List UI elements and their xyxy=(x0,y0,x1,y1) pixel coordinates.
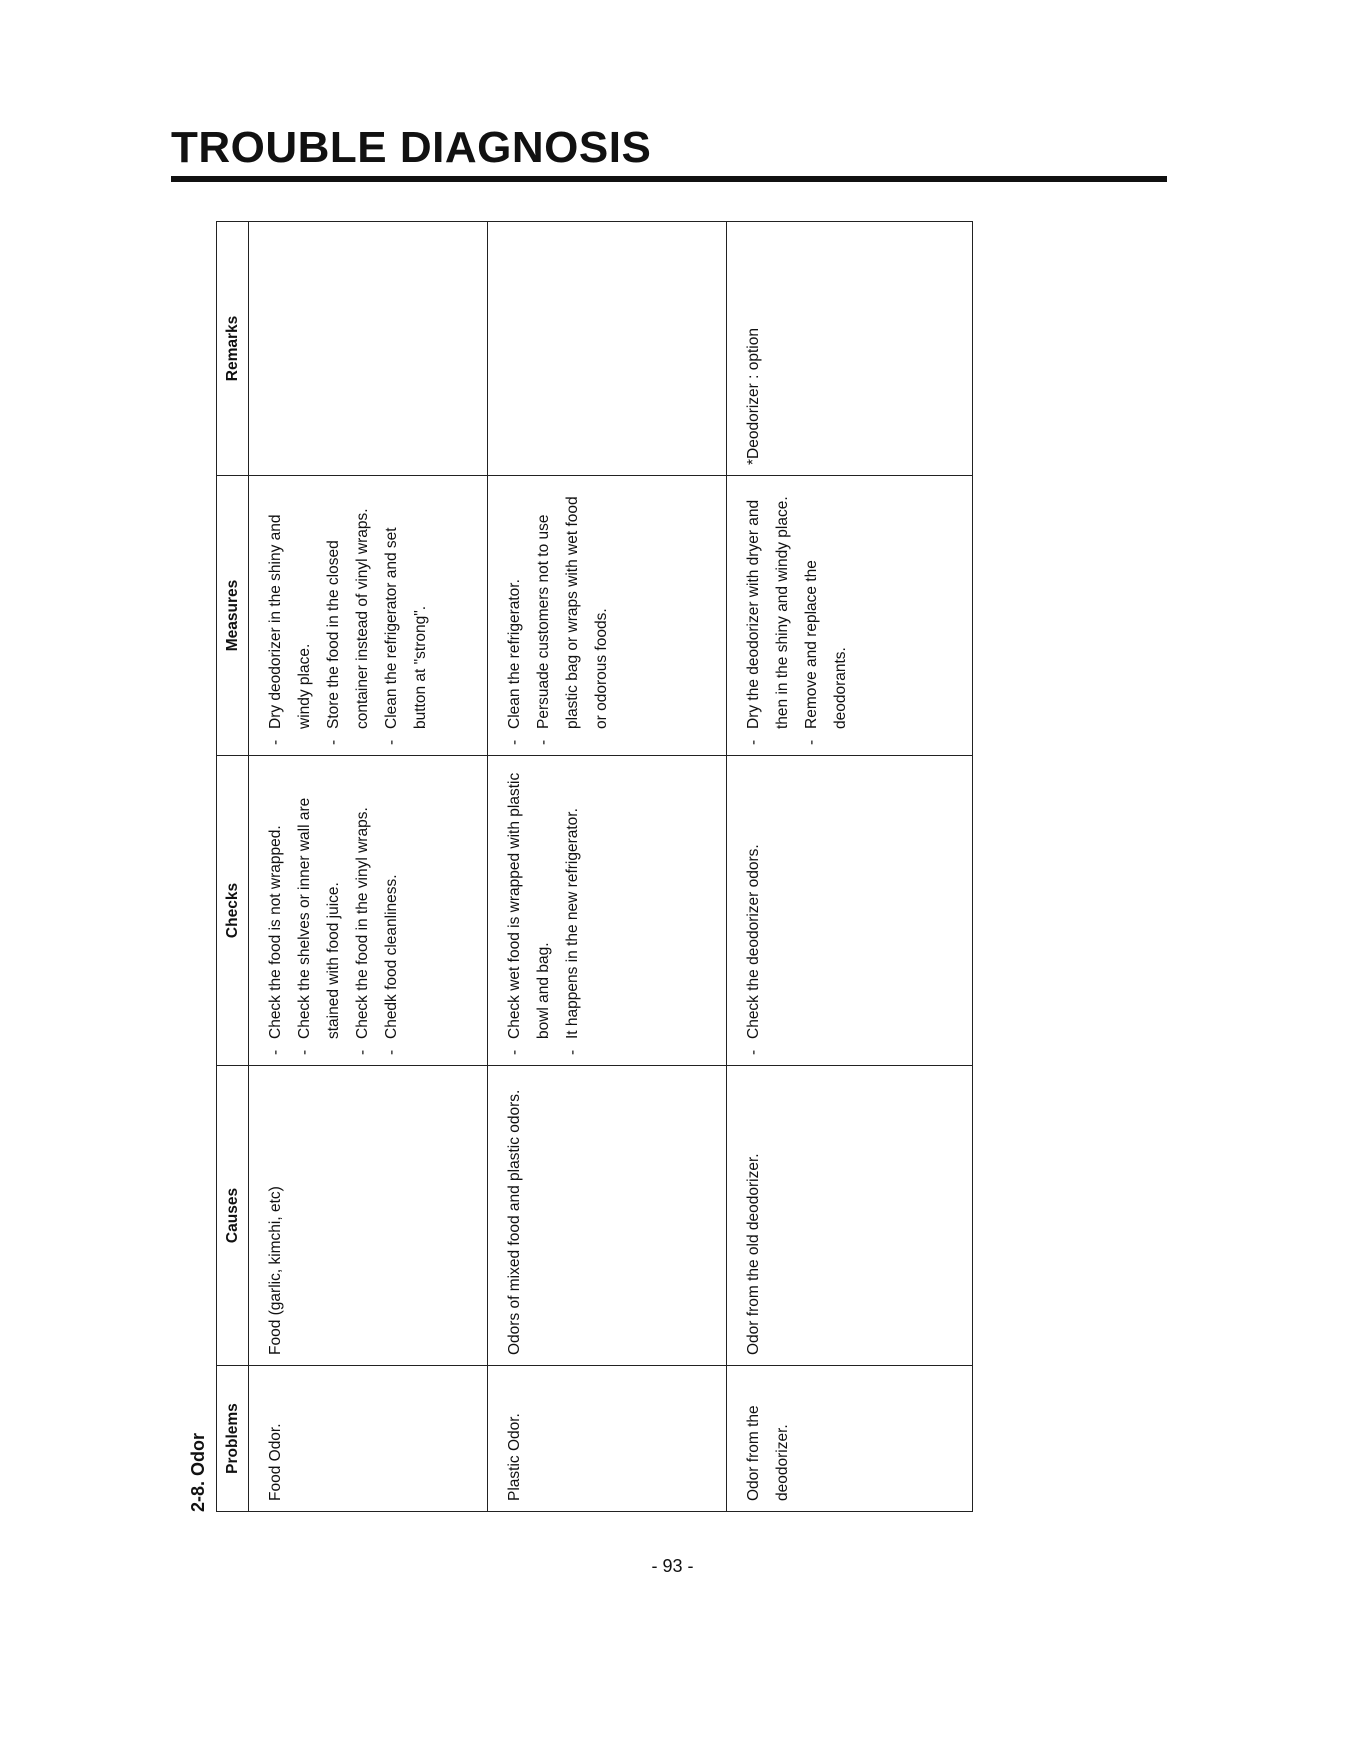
measure-item: - Store the food in the closed container instead of vinyl wraps. xyxy=(319,484,377,745)
cause-text: Odors of mixed food and plastic odors. xyxy=(506,1089,523,1355)
measures-list xyxy=(739,484,855,745)
checks-list xyxy=(739,764,768,1055)
check-item: - Check the shelves or inner wall are stained with food juice. xyxy=(290,764,348,1055)
remarks-cell xyxy=(249,222,488,476)
table-row xyxy=(249,222,488,1512)
header-remarks: Remarks xyxy=(217,222,249,476)
measures-cell xyxy=(249,476,488,756)
check-item: - Check the food is not wrapped. xyxy=(261,764,290,1055)
remarks-text: *Deodorizer : option xyxy=(745,328,762,465)
page-title: TROUBLE DIAGNOSIS xyxy=(171,123,652,172)
odor-diagnosis-table xyxy=(216,221,973,1512)
check-item: - Check the food in the vinyl wraps. xyxy=(348,764,377,1055)
measures-list xyxy=(500,484,616,745)
problem-text: Plastic Odor. xyxy=(506,1413,523,1501)
section-heading: 2-8. Odor xyxy=(188,1432,208,1512)
checks-cell xyxy=(249,756,488,1066)
problem-cell xyxy=(727,1366,973,1512)
header-causes: Causes xyxy=(217,1066,249,1366)
header-problems: Problems xyxy=(217,1366,249,1512)
check-item: - Check wet food is wrapped with plastic bowl and bag. xyxy=(500,764,558,1055)
checks-list xyxy=(261,764,406,1055)
table-row xyxy=(727,222,973,1512)
measure-item: - Clean the refrigerator and set button at "strong". xyxy=(377,484,435,745)
check-item: - Chedk food cleanliness. xyxy=(377,764,406,1055)
checks-cell xyxy=(488,756,727,1066)
rotated-table-frame xyxy=(188,222,1174,1512)
page-number: - 93 - xyxy=(651,1556,694,1576)
problem-text: Odor from the deodorizer. xyxy=(745,1405,791,1501)
header-checks: Checks xyxy=(217,756,249,1066)
check-item: - Check the deodorizer odors. xyxy=(739,764,768,1055)
cause-cell xyxy=(488,1066,727,1366)
remarks-cell xyxy=(488,222,727,476)
measure-item: - Dry deodorizer in the shiny and windy place. xyxy=(261,484,319,745)
problem-text: Food Odor. xyxy=(267,1423,284,1501)
measure-item: - Remove and replace the deodorants. xyxy=(797,484,855,745)
table-row xyxy=(488,222,727,1512)
checks-cell xyxy=(727,756,973,1066)
cause-text: Food (garlic, kimchi, etc) xyxy=(267,1186,284,1355)
cause-cell xyxy=(249,1066,488,1366)
check-item: - It happens in the new refrigerator. xyxy=(558,764,587,1055)
cause-cell xyxy=(727,1066,973,1366)
checks-list xyxy=(500,764,587,1055)
title-divider xyxy=(171,176,1167,182)
measure-item: - Persuade customers not to use plastic bag or wraps with wet food or odorous foods. xyxy=(529,484,616,745)
measure-item: - Dry the deodorizer with dryer and then in the shiny and windy place. xyxy=(739,484,797,745)
measures-list xyxy=(261,484,435,745)
measure-item: - Clean the refrigerator. xyxy=(500,484,529,745)
measures-cell xyxy=(727,476,973,756)
table-header-row xyxy=(217,222,249,1512)
remarks-cell xyxy=(727,222,973,476)
measures-cell xyxy=(488,476,727,756)
header-measures: Measures xyxy=(217,476,249,756)
cause-text: Odor from the old deodorizer. xyxy=(745,1153,762,1355)
problem-cell xyxy=(249,1366,488,1512)
problem-cell xyxy=(488,1366,727,1512)
